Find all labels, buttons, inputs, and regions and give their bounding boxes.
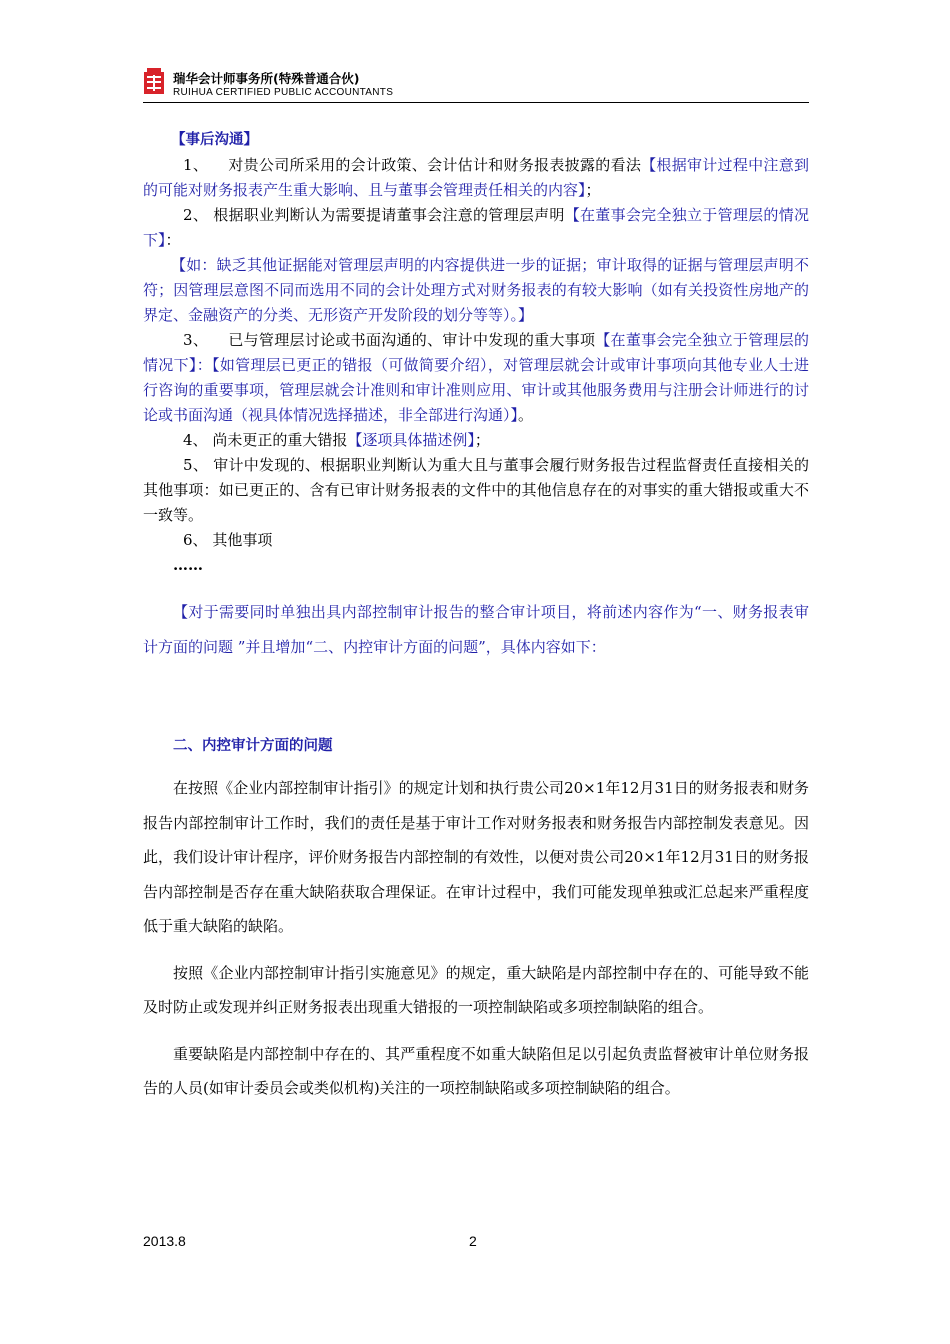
list-item-4-note: 【逐项具体描述例】 xyxy=(347,431,475,449)
document-body xyxy=(143,128,809,1106)
ruihua-logo-icon xyxy=(143,66,165,96)
integrated-audit-note: 【对于需要同时单独出具内部控制审计报告的整合审计项目，将前述内容作为“一、财务报表审计方面的问题 ”并且增加“二、内控审计方面的问题”，具体内容如下： xyxy=(143,603,809,656)
internal-control-para-1: 在按照《企业内部控制审计指引》的规定计划和执行贵公司20×1年12月31日的财务报表和财务报告内部控制审计工作时，我们的责任是基于审计工作对财务报表和财务报告内部控制发表意见。因此，我们设计审计程序，评价财务报告内部控制的有效性，以便对贵公司20×1年12月31日的财务报告内部控制是否存在重大缺陷获取合理保证。在审计过程中，我们可能发现单独或汇总起来严重程度低于重大缺陷的缺陷。 xyxy=(143,779,809,935)
footer-date: 2013.8 xyxy=(143,1233,186,1249)
internal-control-para-3: 重要缺陷是内部控制中存在的、其严重程度不如重大缺陷但足以引起负责监督被审计单位财务报告的人员(如审计委员会或类似机构)关注的一项控制缺陷或多项控制缺陷的组合。 xyxy=(143,1044,809,1097)
section-title-internal-control: 二、内控审计方面的问题 xyxy=(173,738,333,754)
ellipsis: …… xyxy=(173,556,203,574)
firm-name-en: RUIHUA CERTIFIED PUBLIC ACCOUNTANTS xyxy=(173,87,394,98)
list-item-6: 6、 其他事项 xyxy=(183,531,273,549)
list-item-1: 1、 对贵公司所采用的会计政策、会计估计和财务报表披露的看法【根据审计过程中注意到的可能对财务报表产生重大影响、且与董事会管理责任相关的内容】； xyxy=(143,156,809,199)
list-item-2-note: 【在董事会完全独立于管理层的情况下】 xyxy=(143,206,809,249)
list-item-3-note: 【在董事会完全独立于管理层的情况下】：【如管理层已更正的错报（可做简要介绍），对管理层就会计或审计事项向其他专业人士进行咨询的重要事项，管理层就会计准则和审计准则应用、审计或其他服务费用与注册会计师进行的讨论或书面沟通（视具体情况选择描述，非全部进行沟通）】 xyxy=(143,331,809,424)
page-header xyxy=(143,66,809,104)
section-title-post-audit: 【事后沟通】 xyxy=(171,132,258,148)
list-item-1-note: 【根据审计过程中注意到的可能对财务报表产生重大影响、且与董事会管理责任相关的内容】 xyxy=(143,156,809,199)
list-item-5: 5、 审计中发现的、根据职业判断认为重大且与董事会履行财务报告过程监督责任直接相关的其他事项：如已更正的、含有已审计财务报表的文件中的其他信息存在的对事实的重大错报或重大不一致等。 xyxy=(143,456,809,524)
list-item-3: 3、 已与管理层讨论或书面沟通的、审计中发现的重大事项【在董事会完全独立于管理层的情况下】：【如管理层已更正的错报（可做简要介绍），对管理层就会计或审计事项向其他专业人士进行咨询的重要事项，管理层就会计准则和审计准则应用、审计或其他服务费用与注册会计师进行的讨论或书面沟通（视具体情况选择描述，非全部进行沟通）】。 xyxy=(143,331,809,424)
header-rule xyxy=(143,102,809,103)
internal-control-para-2: 按照《企业内部控制审计指引实施意见》的规定，重大缺陷是内部控制中存在的、可能导致不能及时防止或发现并纠正财务报表出现重大错报的一项控制缺陷或多项控制缺陷的组合。 xyxy=(143,963,809,1016)
list-item-4: 4、 尚未更正的重大错报【逐项具体描述例】； xyxy=(183,431,490,449)
firm-name-cn: 瑞华会计师事务所(特殊普通合伙) xyxy=(173,71,360,86)
list-item-2: 2、 根据职业判断认为需要提请董事会注意的管理层声明【在董事会完全独立于管理层的情况下】： xyxy=(143,206,809,249)
footer-page-number: 2 xyxy=(469,1233,477,1249)
list-item-2-example: 【如：缺乏其他证据能对管理层声明的内容提供进一步的证据；审计取得的证据与管理层声明不符；因管理层意图不同而选用不同的会计处理方式对财务报表的有较大影响（如有关投资性房地产的界定、金融资产的分类、无形资产开发阶段的划分等等）。】 xyxy=(143,256,809,324)
